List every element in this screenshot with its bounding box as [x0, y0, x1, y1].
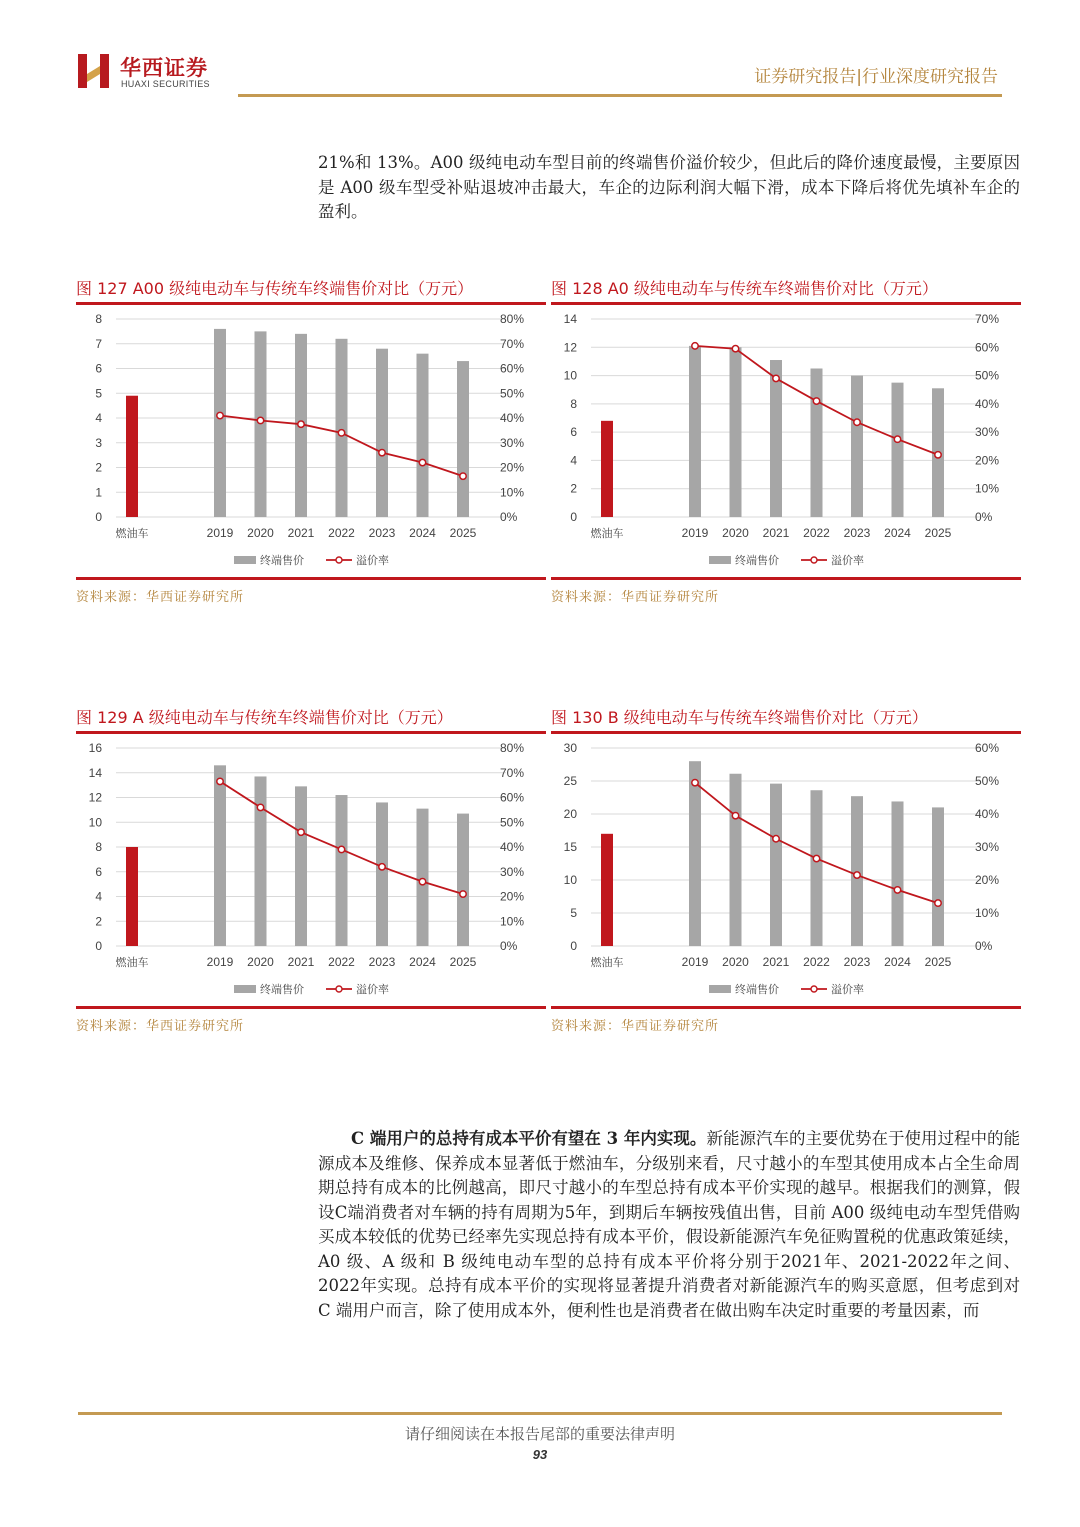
bar-ev-price	[295, 786, 307, 946]
y-tick-label: 0	[570, 939, 577, 953]
x-tick-label: 2023	[843, 955, 871, 969]
x-tick-label: 2020	[247, 955, 274, 969]
y-tick-label: 4	[95, 411, 102, 425]
y2-tick-label: 40%	[975, 396, 1000, 411]
logo-english-name: HUAXI SECURITIES	[121, 79, 210, 89]
y-tick-label: 20	[563, 807, 577, 821]
legend-bar-swatch	[709, 556, 731, 564]
paragraph-body: 新能源汽车的主要优势在于使用过程中的能源成本及维修、保养成本显著低于燃油车，分级别来看，尺寸越小的车型其使用成本占全生命周期总持有成本的比例越高，即尺寸越小的车型总持有成本平价实现的越早。根据我们的测算，假设C端消费者对车辆的持有周期为5年，到期后车辆按残值出售，目前 A00 级纯电动车型凭借购买成本较低的优势已经率先实现总持有成本平价，假设新能源汽车免征购置税的优惠政策延续，A0 级、A 级和 B 级纯电动车型的总持有成本平价将分别于2021年、2021-2022年之间、2022年实现。总持有成本平价的实现将显著提升消费者对新能源汽车的购买意愿，但考虑到对 C 端用户而言，除了使用成本外，便利性也是消费者在做出购车决定时重要的考量因素，而	[318, 1129, 1021, 1320]
premium-rate-point	[813, 855, 819, 861]
x-tick-label: 2024	[884, 955, 911, 969]
x-tick-label: 2025	[924, 526, 952, 540]
y2-tick-label: 20%	[500, 889, 525, 904]
y-tick-label: 5	[570, 906, 577, 920]
premium-rate-point	[419, 878, 425, 884]
premium-rate-point	[338, 430, 344, 436]
x-tick-label: 燃油车	[590, 956, 624, 969]
x-tick-label: 2022	[803, 955, 830, 969]
y-tick-label: 30	[563, 741, 577, 755]
y-tick-label: 10	[563, 368, 577, 383]
figure-bottom-rule	[76, 577, 546, 580]
y2-tick-label: 70%	[975, 312, 1000, 326]
x-tick-label: 2022	[328, 955, 355, 969]
chart-svg	[76, 305, 546, 577]
premium-rate-point	[854, 419, 860, 425]
premium-rate-point	[460, 473, 466, 479]
x-tick-label: 2020	[247, 526, 274, 540]
y2-tick-label: 40%	[500, 411, 525, 425]
figure-title: 图 130 B 级纯电动车与传统车终端售价对比（万元）	[551, 708, 928, 727]
figure-title: 图 127 A00 级纯电动车与传统车终端售价对比（万元）	[76, 279, 474, 298]
y-tick-label: 16	[88, 741, 102, 755]
bar-ev-price	[376, 349, 388, 517]
y-tick-label: 10	[563, 873, 577, 887]
x-tick-label: 2019	[206, 955, 234, 969]
page-number: 93	[532, 1447, 548, 1462]
premium-rate-point	[773, 836, 779, 842]
y2-tick-label: 50%	[500, 386, 525, 401]
y-tick-label: 7	[95, 336, 102, 351]
y2-tick-label: 50%	[975, 774, 1000, 788]
y-tick-label: 14	[88, 765, 102, 780]
premium-rate-point	[338, 846, 344, 852]
y-tick-label: 2	[570, 481, 577, 496]
premium-rate-point	[935, 900, 941, 906]
premium-rate-point	[732, 346, 738, 352]
bar-ev-price	[417, 354, 429, 517]
y2-tick-label: 40%	[975, 807, 1000, 821]
y2-tick-label: 20%	[975, 453, 1000, 468]
bar-ev-price	[770, 360, 782, 517]
figure-128	[551, 276, 1021, 605]
legend-line-marker	[336, 986, 342, 992]
x-tick-label: 2025	[449, 526, 477, 540]
bar-ev-price	[336, 795, 348, 946]
legend-line-label: 溢价率	[356, 983, 389, 996]
y-tick-label: 6	[95, 864, 102, 879]
figure-title: 图 128 A0 级纯电动车与传统车终端售价对比（万元）	[551, 279, 938, 298]
figure-title: 图 129 A 级纯电动车与传统车终端售价对比（万元）	[76, 708, 453, 727]
x-tick-label: 2021	[762, 955, 790, 969]
y2-tick-label: 60%	[500, 790, 525, 805]
x-tick-label: 2019	[206, 526, 234, 540]
y2-tick-label: 20%	[975, 873, 1000, 887]
x-tick-label: 2019	[681, 526, 709, 540]
x-tick-label: 2022	[328, 526, 355, 540]
chart-area	[551, 305, 1021, 577]
premium-rate-point	[419, 459, 425, 465]
premium-rate-point	[854, 872, 860, 878]
bar-ev-price	[730, 347, 742, 517]
premium-rate-point	[894, 436, 900, 442]
y-tick-label: 12	[563, 340, 577, 355]
figure-source: 资料来源：华西证券研究所	[76, 590, 245, 605]
bar-ev-price	[689, 761, 701, 946]
y2-tick-label: 10%	[975, 906, 1000, 920]
y2-tick-label: 30%	[975, 425, 1000, 440]
figure-source: 资料来源：华西证券研究所	[551, 590, 720, 605]
bar-ev-price	[457, 814, 469, 946]
premium-rate-point	[692, 343, 698, 349]
bar-ev-price	[214, 329, 226, 517]
bar-ev-price	[730, 774, 742, 946]
bar-ice-vehicle	[601, 421, 613, 517]
y2-tick-label: 0%	[500, 510, 518, 524]
chart-svg	[76, 734, 546, 1006]
premium-rate-point	[935, 452, 941, 458]
legal-notice: 请仔细阅读在本报告尾部的重要法律声明	[404, 1425, 675, 1443]
premium-rate-point	[692, 779, 698, 785]
bar-ice-vehicle	[601, 834, 613, 946]
premium-rate-point	[298, 829, 304, 835]
bar-ev-price	[376, 802, 388, 946]
legend-line-marker	[811, 986, 817, 992]
x-tick-label: 2021	[287, 955, 315, 969]
bar-ev-price	[811, 790, 823, 946]
y2-tick-label: 0%	[975, 510, 993, 524]
figure-bottom-rule	[551, 1006, 1021, 1009]
premium-rate-point	[813, 398, 819, 404]
legend-bar-label: 终端售价	[260, 983, 304, 996]
x-tick-label: 2024	[884, 526, 911, 540]
y2-tick-label: 50%	[500, 815, 525, 830]
x-tick-label: 2024	[409, 526, 436, 540]
y-tick-label: 0	[95, 510, 102, 524]
y-tick-label: 0	[570, 510, 577, 524]
legend-line-marker	[811, 557, 817, 563]
paragraph-lead: C 端用户的总持有成本平价有望在 3 年内实现。	[351, 1129, 707, 1148]
brand-logo	[78, 52, 238, 92]
y-tick-label: 25	[563, 774, 577, 788]
header-divider	[238, 94, 1002, 97]
footer-divider	[78, 1412, 1002, 1415]
bar-ev-price	[932, 807, 944, 946]
y2-tick-label: 40%	[500, 840, 525, 854]
y-tick-label: 15	[563, 840, 577, 854]
x-tick-label: 2019	[681, 955, 709, 969]
x-tick-label: 2023	[368, 526, 396, 540]
x-tick-label: 燃油车	[590, 527, 624, 540]
x-tick-label: 2020	[722, 955, 749, 969]
chart-area	[76, 305, 546, 577]
bar-ev-price	[255, 776, 267, 946]
y2-tick-label: 80%	[500, 741, 525, 755]
y2-tick-label: 30%	[975, 840, 1000, 854]
x-tick-label: 2022	[803, 526, 830, 540]
y-tick-label: 3	[95, 435, 102, 450]
figure-source: 资料来源：华西证券研究所	[551, 1019, 720, 1034]
y-tick-label: 8	[95, 312, 102, 326]
legend-line-label: 溢价率	[356, 554, 389, 567]
legend-line-label: 溢价率	[831, 554, 864, 567]
chart-area	[551, 734, 1021, 1006]
bar-ev-price	[892, 383, 904, 517]
y2-tick-label: 20%	[500, 460, 525, 475]
legend-bar-label: 终端售价	[735, 554, 779, 567]
y-tick-label: 4	[570, 453, 577, 468]
figure-127	[76, 276, 546, 605]
premium-rate-point	[379, 449, 385, 455]
premium-rate-point	[217, 778, 223, 784]
premium-rate-point	[773, 375, 779, 381]
y2-tick-label: 0%	[975, 939, 993, 953]
y-tick-label: 6	[95, 361, 102, 376]
legend-bar-label: 终端售价	[260, 554, 304, 567]
legend-line-label: 溢价率	[831, 983, 864, 996]
premium-rate-point	[298, 421, 304, 427]
bar-ev-price	[336, 339, 348, 517]
premium-rate-point	[257, 804, 263, 810]
x-tick-label: 燃油车	[115, 956, 149, 969]
y2-tick-label: 10%	[500, 914, 525, 929]
legend-line-marker	[336, 557, 342, 563]
chart-area	[76, 734, 546, 1006]
figure-130	[551, 705, 1021, 1034]
y-tick-label: 6	[570, 425, 577, 440]
premium-rate-point	[732, 812, 738, 818]
bar-ev-price	[214, 765, 226, 946]
y2-tick-label: 50%	[975, 368, 1000, 383]
y-tick-label: 5	[95, 386, 102, 401]
y-tick-label: 0	[95, 939, 102, 953]
legend-bar-label: 终端售价	[735, 983, 779, 996]
logo-chinese-name: 华西证券	[120, 56, 208, 80]
chart-svg	[551, 305, 1021, 577]
bar-ev-price	[770, 784, 782, 946]
y-tick-label: 12	[88, 790, 102, 805]
bar-ev-price	[457, 361, 469, 517]
y2-tick-label: 70%	[500, 765, 525, 780]
y2-tick-label: 60%	[500, 361, 525, 376]
x-tick-label: 2020	[722, 526, 749, 540]
bar-ev-price	[689, 346, 701, 517]
bar-ev-price	[892, 801, 904, 946]
intro-paragraph: 21%和 13%。A00 级纯电动车型目前的终端售价溢价较少，但此后的降价速度最慢，主要原因是 A00 级车型受补贴退坡冲击最大，车企的边际利润大幅下滑，成本下降后将优先填补车企的盈利。	[318, 153, 1020, 221]
y-tick-label: 14	[563, 312, 577, 326]
x-tick-label: 2023	[368, 955, 396, 969]
x-tick-label: 2021	[287, 526, 315, 540]
x-tick-label: 2025	[449, 955, 477, 969]
y-tick-label: 10	[88, 815, 102, 830]
figure-source: 资料来源：华西证券研究所	[76, 1019, 245, 1034]
y-tick-label: 8	[95, 840, 102, 854]
bar-ice-vehicle	[126, 396, 138, 517]
y-tick-label: 1	[95, 485, 102, 500]
x-tick-label: 2025	[924, 955, 952, 969]
bar-ev-price	[851, 376, 863, 517]
x-tick-label: 2021	[762, 526, 790, 540]
y2-tick-label: 10%	[500, 485, 525, 500]
premium-rate-point	[217, 412, 223, 418]
y-tick-label: 2	[95, 460, 102, 475]
premium-rate-point	[894, 887, 900, 893]
y2-tick-label: 80%	[500, 312, 525, 326]
legend-bar-swatch	[709, 985, 731, 993]
tco-paragraph	[318, 1127, 1020, 1323]
x-tick-label: 2024	[409, 955, 436, 969]
figure-129	[76, 705, 546, 1034]
premium-rate-point	[379, 864, 385, 870]
bar-ev-price	[417, 809, 429, 946]
premium-rate-point	[460, 891, 466, 897]
y2-tick-label: 60%	[975, 340, 1000, 355]
y-tick-label: 8	[570, 396, 577, 411]
figure-bottom-rule	[551, 577, 1021, 580]
x-tick-label: 燃油车	[115, 527, 149, 540]
chart-svg	[551, 734, 1021, 1006]
figure-bottom-rule	[76, 1006, 546, 1009]
premium-rate-point	[257, 417, 263, 423]
y-tick-label: 2	[95, 914, 102, 929]
y-tick-label: 4	[95, 889, 102, 904]
y2-tick-label: 70%	[500, 336, 525, 351]
y2-tick-label: 30%	[500, 435, 525, 450]
bar-ice-vehicle	[126, 847, 138, 946]
huaxi-logo-icon	[78, 52, 112, 90]
bar-ev-price	[811, 369, 823, 518]
x-tick-label: 2023	[843, 526, 871, 540]
y2-tick-label: 0%	[500, 939, 518, 953]
bar-ev-price	[851, 796, 863, 946]
report-type-label: 证券研究报告|行业深度研究报告	[754, 67, 998, 87]
y2-tick-label: 60%	[975, 741, 1000, 755]
legend-bar-swatch	[234, 985, 256, 993]
y2-tick-label: 10%	[975, 481, 1000, 496]
y2-tick-label: 30%	[500, 864, 525, 879]
legend-bar-swatch	[234, 556, 256, 564]
